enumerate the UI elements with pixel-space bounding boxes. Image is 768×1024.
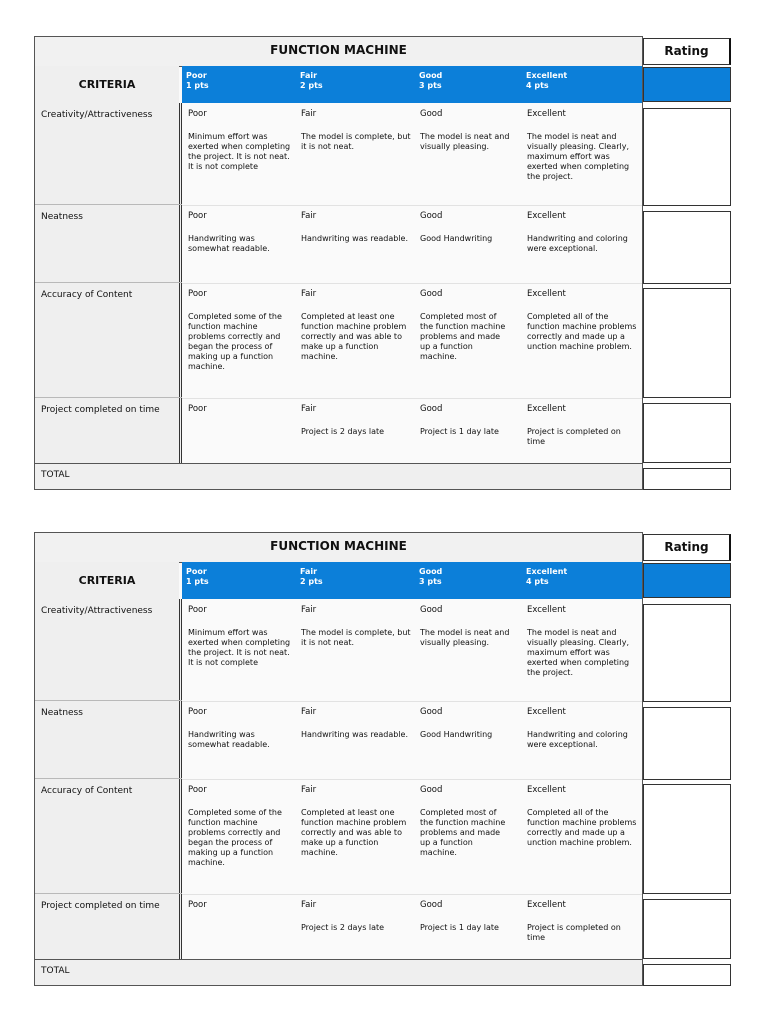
level-points: 2 pts: [300, 81, 323, 90]
rubric-table: [34, 532, 643, 986]
criterion-label: Neatness: [41, 212, 83, 222]
cell-description: Project is 2 days late: [301, 923, 385, 932]
rubric-title: FUNCTION MACHINE: [35, 533, 642, 563]
cell-description: Completed all of the function machine problems correctly and made up a unction machine problem.: [527, 312, 637, 351]
cell-fair: [301, 779, 411, 858]
cell-excellent: [527, 283, 639, 352]
cell-fair: [301, 701, 411, 740]
cell-description: Completed most of the function machine problems and made up a function machine.: [420, 808, 506, 857]
cell-level: Fair: [301, 211, 317, 221]
cell-good: [420, 283, 512, 362]
cell-level: Fair: [301, 785, 317, 795]
criterion-row-on-time: [35, 894, 182, 959]
level-header-fair: [296, 66, 415, 103]
rating-box-neatness[interactable]: [643, 211, 731, 284]
cell-description: Handwriting was somewhat readable.: [188, 234, 270, 253]
cell-level: Poor: [188, 109, 207, 119]
criterion-label: Project completed on time: [41, 405, 160, 415]
level-points: 4 pts: [526, 577, 549, 586]
cell-level: Poor: [188, 211, 207, 221]
level-points: 4 pts: [526, 81, 549, 90]
level-name: Poor: [186, 71, 207, 80]
level-header-good: [415, 562, 522, 599]
level-name: Excellent: [526, 71, 568, 80]
cell-poor: [188, 398, 292, 427]
cell-level: Good: [420, 289, 443, 299]
level-name: Good: [419, 567, 443, 576]
cell-good: [420, 599, 512, 648]
cell-fair: [301, 283, 411, 362]
cell-description: Good Handwriting: [420, 234, 493, 243]
cell-description: Handwriting was readable.: [301, 234, 409, 243]
cell-description: Handwriting and coloring were exceptional.: [527, 234, 628, 253]
total-row: [35, 959, 642, 985]
cell-excellent: [527, 398, 639, 447]
cell-good: [420, 701, 512, 740]
rating-header: Rating: [643, 38, 731, 65]
cell-level: Poor: [188, 707, 207, 717]
criterion-label: Accuracy of Content: [41, 786, 133, 796]
rubric-sheet-1: [0, 36, 768, 496]
cell-level: Excellent: [527, 785, 566, 795]
cell-description: Completed at least one function machine problem correctly and was able to make up a function machine.: [301, 808, 407, 857]
cell-excellent: [527, 103, 639, 182]
cell-level: Fair: [301, 404, 317, 414]
cell-description: Completed some of the function machine problems correctly and began the process of making up a function machine.: [188, 808, 282, 867]
criterion-label: Neatness: [41, 708, 83, 718]
cell-level: Poor: [188, 404, 207, 414]
level-name: Excellent: [526, 567, 568, 576]
criterion-row-neatness: [35, 205, 182, 283]
cell-level: Good: [420, 211, 443, 221]
level-points: 3 pts: [419, 577, 442, 586]
criterion-row-creativity: [35, 599, 182, 701]
rubric-sheet-2: [0, 532, 768, 992]
criterion-label: Accuracy of Content: [41, 290, 133, 300]
cell-level: Fair: [301, 605, 317, 615]
level-points: 2 pts: [300, 577, 323, 586]
cell-level: Excellent: [527, 605, 566, 615]
cell-description: Handwriting was readable.: [301, 730, 409, 739]
criterion-row-creativity: [35, 103, 182, 205]
cell-poor: [188, 701, 292, 750]
cell-description: The model is neat and visually pleasing. Clearly, maximum effort was exerted when completing the project.: [527, 628, 630, 677]
rating-header: Rating: [643, 534, 731, 561]
rubric-header-row: [35, 562, 642, 599]
rating-box-accuracy[interactable]: [643, 784, 731, 894]
cell-level: Excellent: [527, 404, 566, 414]
level-header-good: [415, 66, 522, 103]
cell-description: Completed some of the function machine problems correctly and began the process of making up a function machine.: [188, 312, 282, 371]
criteria-header: CRITERIA: [35, 562, 179, 599]
criterion-label: Project completed on time: [41, 901, 160, 911]
cell-poor: [188, 103, 292, 172]
total-label: TOTAL: [41, 470, 70, 480]
cell-fair: [301, 205, 411, 244]
cell-poor: [188, 894, 292, 923]
cell-level: Excellent: [527, 109, 566, 119]
cell-description: Project is 2 days late: [301, 427, 385, 436]
cell-level: Good: [420, 404, 443, 414]
cell-level: Good: [420, 605, 443, 615]
criterion-label: Creativity/Attractiveness: [41, 606, 153, 616]
rating-box-neatness[interactable]: [643, 707, 731, 780]
level-header-excellent: [522, 66, 642, 103]
cell-level: Fair: [301, 289, 317, 299]
cell-description: Completed at least one function machine problem correctly and was able to make up a function machine.: [301, 312, 407, 361]
rubric-title: FUNCTION MACHINE: [35, 37, 642, 67]
cell-level: Good: [420, 707, 443, 717]
cell-poor: [188, 205, 292, 254]
cell-description: The model is neat and visually pleasing. Clearly, maximum effort was exerted when completing the project.: [527, 132, 630, 181]
rating-box-on-time[interactable]: [643, 403, 731, 463]
cell-poor: [188, 283, 292, 372]
cell-excellent: [527, 779, 639, 848]
total-label: TOTAL: [41, 966, 70, 976]
criteria-header: CRITERIA: [35, 66, 179, 103]
cell-level: Excellent: [527, 289, 566, 299]
level-name: Good: [419, 71, 443, 80]
cell-level: Poor: [188, 900, 207, 910]
level-header-poor: [182, 66, 296, 103]
cell-description: Project is 1 day late: [420, 923, 499, 932]
cell-level: Excellent: [527, 900, 566, 910]
level-header-excellent: [522, 562, 642, 599]
cell-fair: [301, 103, 411, 152]
cell-fair: [301, 599, 411, 648]
cell-excellent: [527, 599, 639, 678]
cell-description: Completed all of the function machine problems correctly and made up a unction machine problem.: [527, 808, 637, 847]
cell-good: [420, 398, 512, 437]
level-header-poor: [182, 562, 296, 599]
cell-level: Poor: [188, 289, 207, 299]
level-points: 1 pts: [186, 81, 209, 90]
level-name: Fair: [300, 71, 318, 80]
rating-box-accuracy[interactable]: [643, 288, 731, 398]
cell-description: Minimum effort was exerted when completing the project. It is not neat. It is not complete: [188, 628, 291, 667]
cell-description: Minimum effort was exerted when completing the project. It is not neat. It is not complete: [188, 132, 291, 171]
cell-level: Good: [420, 785, 443, 795]
cell-description: The model is complete, but it is not neat.: [301, 132, 411, 151]
cell-description: The model is neat and visually pleasing.: [420, 628, 510, 647]
criterion-row-neatness: [35, 701, 182, 779]
cell-description: Project is 1 day late: [420, 427, 499, 436]
criterion-row-accuracy: [35, 283, 182, 398]
cell-level: Good: [420, 109, 443, 119]
cell-good: [420, 205, 512, 244]
criterion-row-on-time: [35, 398, 182, 463]
rubric-header-row: [35, 66, 642, 103]
cell-level: Excellent: [527, 211, 566, 221]
rating-header-band: [643, 67, 731, 102]
level-points: 3 pts: [419, 81, 442, 90]
level-points: 1 pts: [186, 577, 209, 586]
level-header-fair: [296, 562, 415, 599]
cell-good: [420, 779, 512, 858]
cell-good: [420, 103, 512, 152]
cell-description: The model is complete, but it is not neat.: [301, 628, 411, 647]
rating-box-creativity[interactable]: [643, 604, 731, 702]
cell-description: Completed most of the function machine problems and made up a function machine.: [420, 312, 506, 361]
rubric-table: [34, 36, 643, 490]
cell-description: Project is completed on time: [527, 427, 621, 446]
cell-description: The model is neat and visually pleasing.: [420, 132, 510, 151]
cell-excellent: [527, 205, 639, 254]
rating-box-total[interactable]: [643, 964, 731, 986]
level-name: Poor: [186, 567, 207, 576]
level-name: Fair: [300, 567, 318, 576]
cell-level: Fair: [301, 109, 317, 119]
total-row: [35, 463, 642, 489]
cell-fair: [301, 398, 411, 437]
rating-header-band: [643, 563, 731, 598]
cell-level: Excellent: [527, 707, 566, 717]
cell-level: Fair: [301, 707, 317, 717]
rating-box-on-time[interactable]: [643, 899, 731, 959]
cell-description: Handwriting and coloring were exceptional.: [527, 730, 628, 749]
criterion-label: Creativity/Attractiveness: [41, 110, 153, 120]
cell-excellent: [527, 894, 639, 943]
rating-box-total[interactable]: [643, 468, 731, 490]
cell-level: Good: [420, 900, 443, 910]
cell-level: Fair: [301, 900, 317, 910]
cell-fair: [301, 894, 411, 933]
cell-description: Handwriting was somewhat readable.: [188, 730, 270, 749]
cell-poor: [188, 599, 292, 668]
cell-description: Project is completed on time: [527, 923, 621, 942]
cell-poor: [188, 779, 292, 868]
cell-description: Good Handwriting: [420, 730, 493, 739]
cell-excellent: [527, 701, 639, 750]
criterion-row-accuracy: [35, 779, 182, 894]
rating-box-creativity[interactable]: [643, 108, 731, 206]
cell-good: [420, 894, 512, 933]
cell-level: Poor: [188, 785, 207, 795]
cell-level: Poor: [188, 605, 207, 615]
